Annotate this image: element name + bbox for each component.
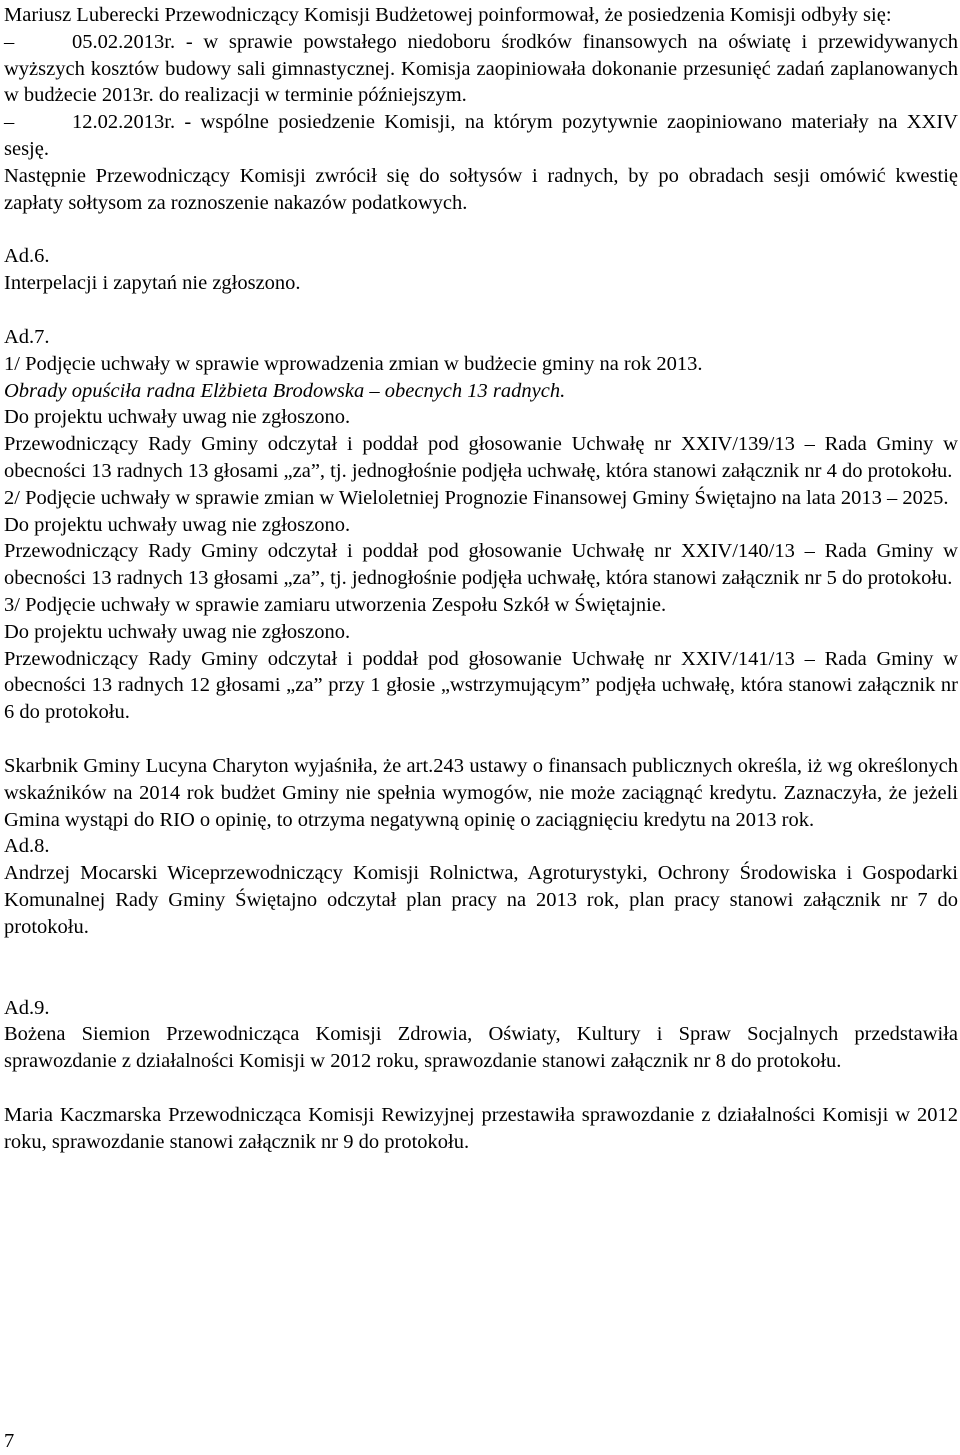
item-7-3-vote: Przewodniczący Rady Gminy odczytał i poddał pod głosowanie Uchwałę nr XXIV/141/13 – Rada Gminy w obecności 13 radnych 12 głosami „za” przy 1 głosie „wstrzymującym” podjęła uchwałę, która stanowi załącznik nr 6 do protokołu. (4, 647, 958, 724)
paragraph-meeting-1202 (4, 109, 958, 163)
heading-ad9: Ad.9. (4, 996, 50, 1019)
note-radna-absent: Obrady opuściła radna Elżbieta Brodowska – obecnych 13 radnych. (4, 379, 566, 402)
heading-ad7: Ad.7. (4, 325, 50, 348)
item-7-3-remarks: Do projektu uchwały uwag nie zgłoszono. (4, 620, 351, 643)
item-7-1-vote: Przewodniczący Rady Gminy odczytał i poddał pod głosowanie Uchwałę nr XXIV/139/13 – Rada Gminy w obecności 13 radnych 13 głosami „za”, tj. jednogłośnie podjęła uchwałę, która stanowi załącznik nr 4 do protokołu. (4, 433, 958, 482)
dash-indent: – (4, 30, 15, 53)
paragraph-interpelacje: Interpelacji i zapytań nie zgłoszono. (4, 272, 301, 295)
heading-ad6: Ad.6. (4, 245, 50, 268)
paragraph-ad8: Andrzej Mocarski Wiceprzewodniczący Komisji Rolnictwa, Agroturystyki, Ochrony Środowiska i Gospodarki Komunalnej Rady Gminy Świętajno odczytał plan pracy na 2013 rok, plan pracy stanowi załącznik nr 7 do protokołu. (4, 862, 958, 938)
paragraph-kaczmarska: Maria Kaczmarska Przewodnicząca Komisji Rewizyjnej przestawiła sprawozdanie z działalności Komisji w 2012 roku, sprawozdanie stanowi załącznik nr 9 do protokołu. (4, 1103, 958, 1153)
meeting-date: 05.02.2013r. (72, 30, 176, 53)
meeting-description: - w sprawie powstałego niedoboru środków finansowych na oświatę i przewidywanych wyższych kosztów budowy sali gimnastycznej. Komisja zaopiniowała dokonanie przesunięć zadań zaplanowanych w budżecie 2013r. do realizacji w terminie późniejszym. (4, 30, 958, 107)
meeting-description: - wspólne posiedzenie Komisji, na którym pozytywnie zaopiniowano materiały na XXIV sesję. (4, 111, 958, 160)
dash-indent: – (4, 111, 15, 134)
meeting-date: 12.02.2013r. (72, 111, 176, 134)
item-7-2: 2/ Podjęcie uchwały w sprawie zmian w Wieloletniej Prognozie Finansowej Gminy Świętajno na lata 2013 – 2025. (4, 486, 949, 509)
paragraph-meeting-0502 (4, 29, 958, 109)
item-7-2-vote: Przewodniczący Rady Gminy odczytał i poddał pod głosowanie Uchwałę nr XXIV/140/13 – Rada Gminy w obecności 13 radnych 13 głosami „za”, tj. jednogłośnie podjęła uchwałę, która stanowi załącznik nr 5 do protokołu. (4, 540, 958, 590)
paragraph-ad9: Bożena Siemion Przewodnicząca Komisji Zdrowia, Oświaty, Kultury i Spraw Socjalnych przedstawiła sprawozdanie z działalności Komisji w 2012 roku, sprawozdanie stanowi załącznik nr 8 do protokołu. (4, 1023, 958, 1073)
paragraph-budget-committee: Mariusz Luberecki Przewodniczący Komisji Budżetowej poinformował, że posiedzenia Komisji odbyły się: (4, 4, 892, 26)
paragraph-soltys: Następnie Przewodniczący Komisji zwrócił się do sołtysów i radnych, by po obradach sesji omówić kwestię zapłaty sołtysom za roznoszenie nakazów podatkowych. (4, 164, 958, 214)
page-number: 7 (4, 1430, 15, 1452)
item-7-2-remarks: Do projektu uchwały uwag nie zgłoszono. (4, 513, 351, 536)
paragraph-skarbnik: Skarbnik Gminy Lucyna Charyton wyjaśniła, że art.243 ustawy o finansach publicznych określa, iż wg określonych wskaźników na 2014 rok budżet Gminy nie spełnia wymogów, nie może zaciągnąć kredytu. Zaznaczyła, że jeżeli Gmina wystąpi do RIO o opinię, to otrzyma negatywną opinię o zaciągnięciu kredytu na 2013 rok. (4, 754, 958, 831)
heading-ad8: Ad.8. (4, 835, 50, 858)
item-7-3: 3/ Podjęcie uchwały w sprawie zamiaru utworzenia Zespołu Szkół w Świętajnie. (4, 593, 667, 616)
item-7-1-remarks: Do projektu uchwały uwag nie zgłoszono. (4, 406, 351, 429)
item-7-1: 1/ Podjęcie uchwały w sprawie wprowadzenia zmian w budżecie gminy na rok 2013. (4, 352, 703, 375)
